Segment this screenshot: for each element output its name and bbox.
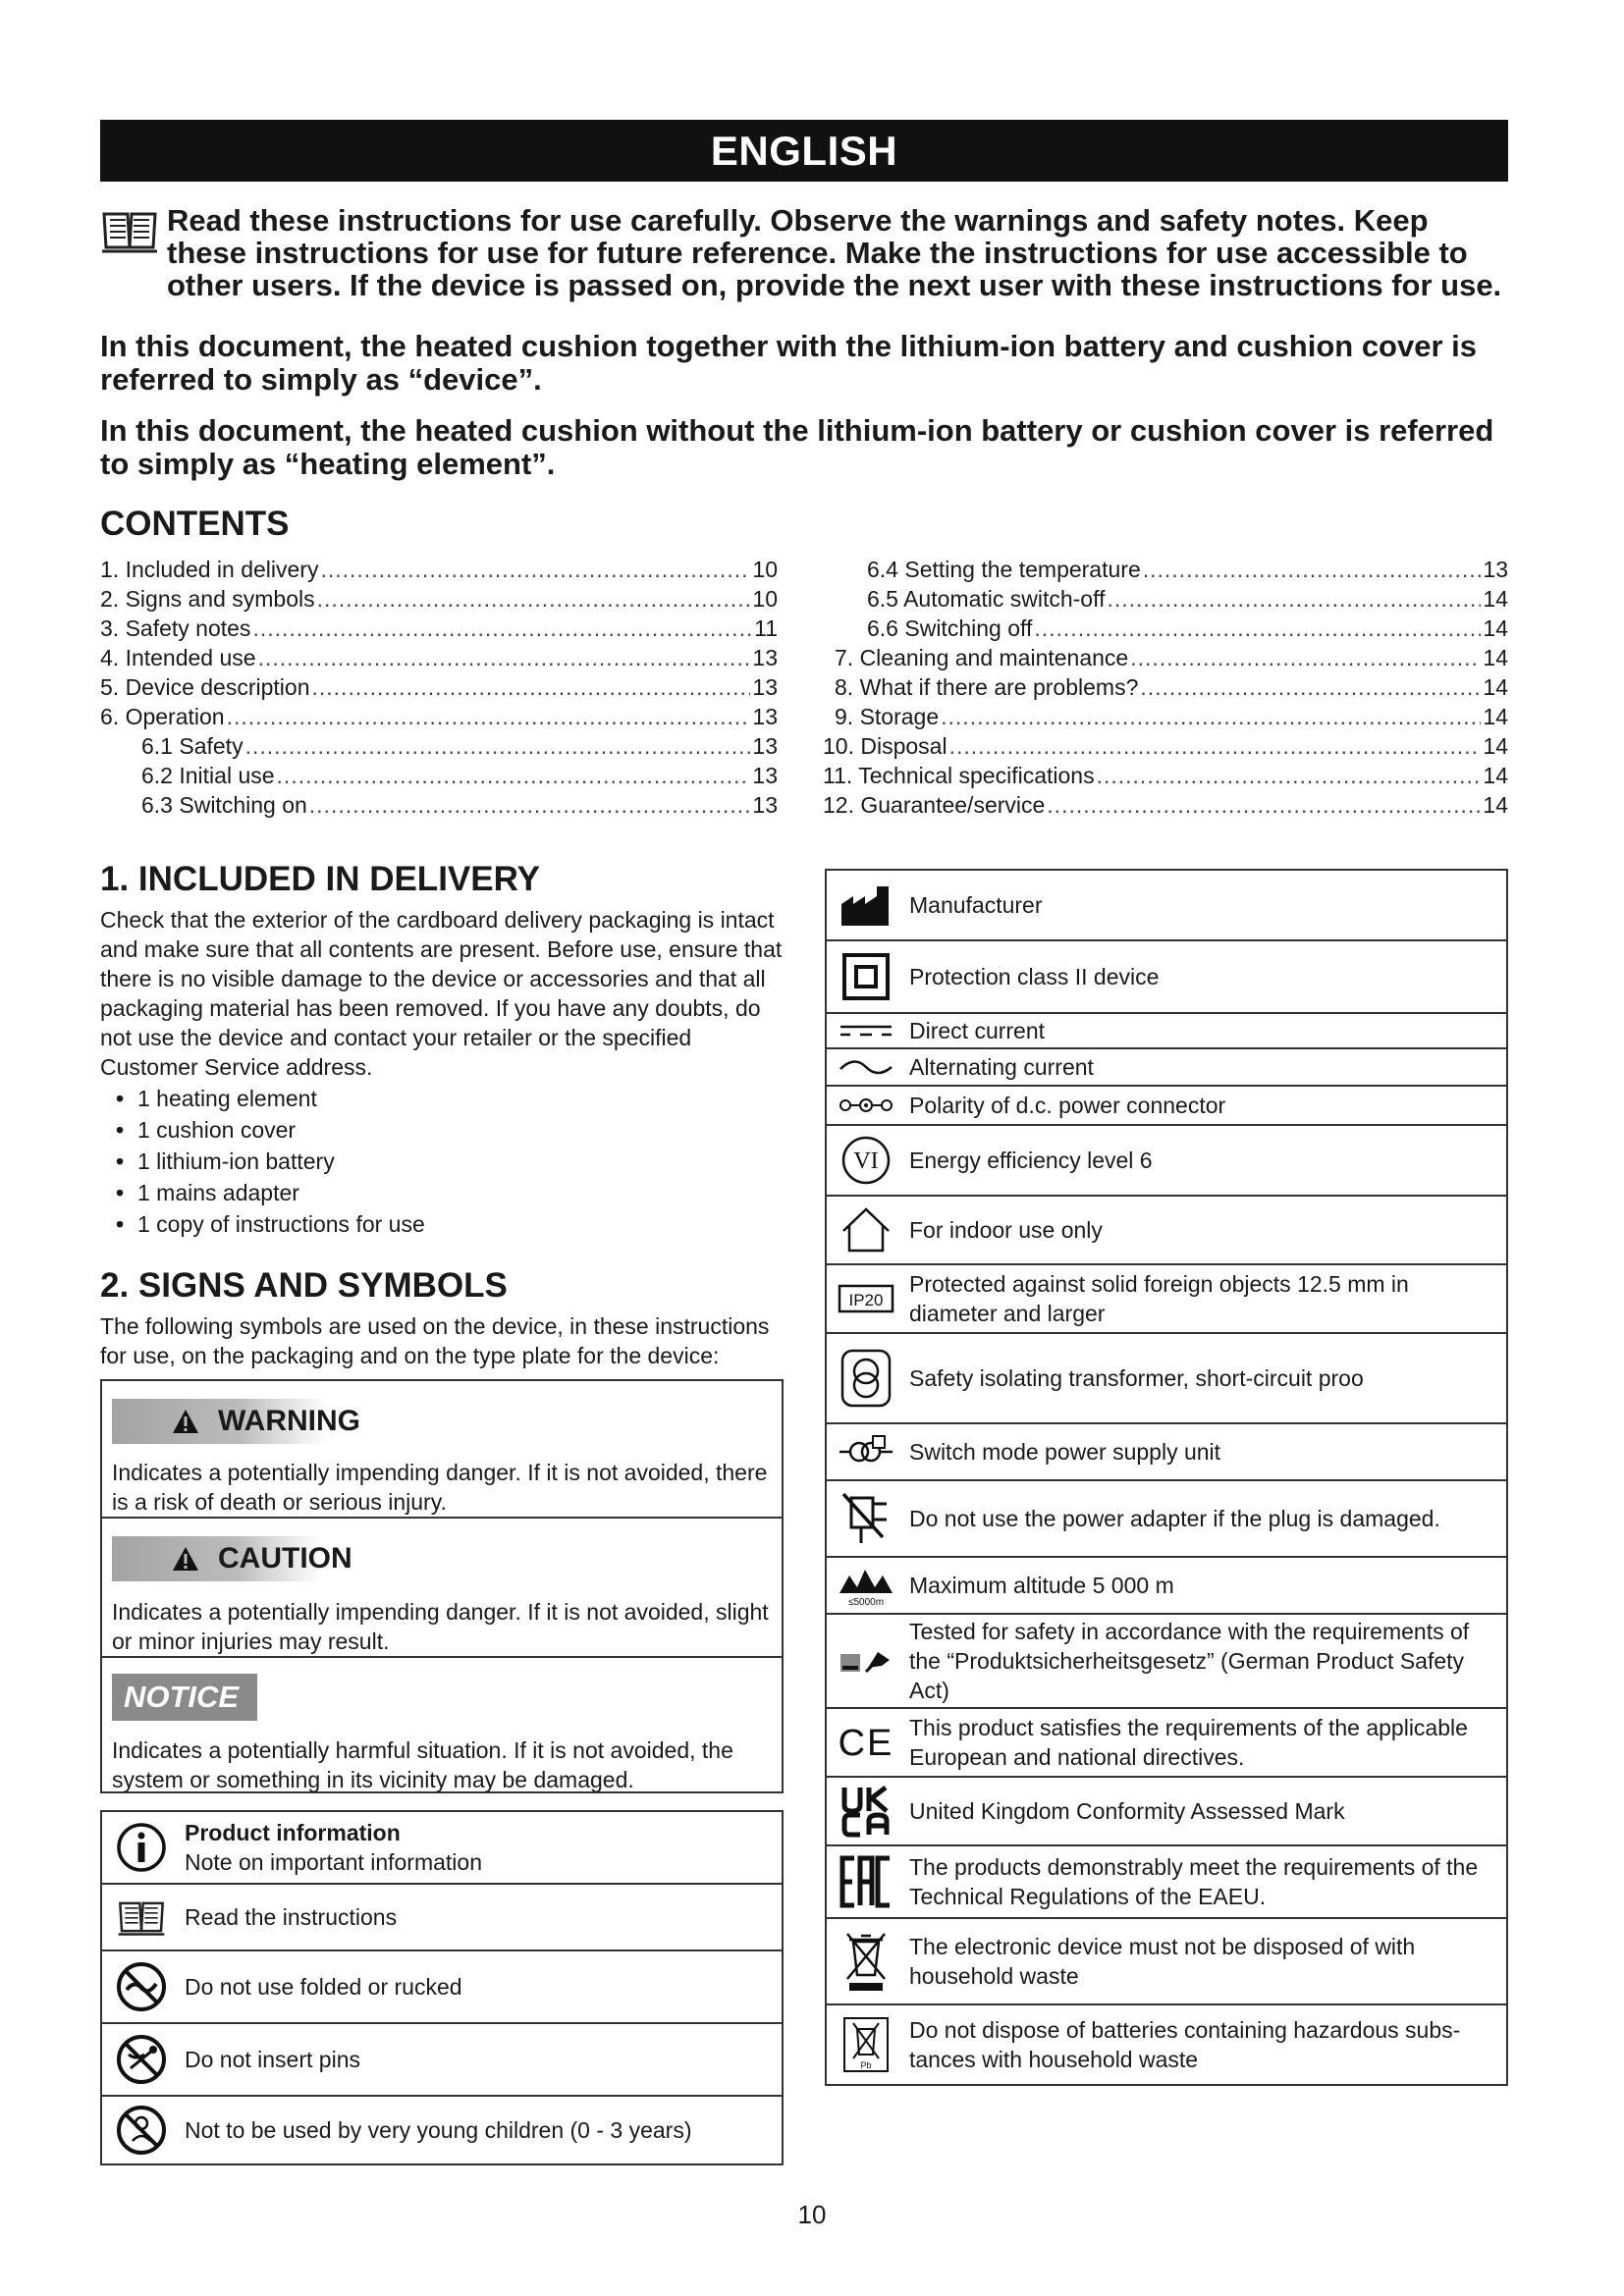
toc-entry[interactable]: 12. Guarantee/service ..... 14 — [823, 790, 1508, 820]
toc-entry[interactable]: 11. Technical specifications ..... 14 — [823, 761, 1508, 790]
no-pins-icon — [102, 2024, 181, 2095]
list-item: • 1 mains adapter — [116, 1177, 425, 1208]
symbol-row — [827, 1844, 1506, 1917]
toc-entry[interactable]: 1. Included in delivery ..... 10 — [100, 555, 778, 584]
notice-label: NOTICE — [112, 1674, 257, 1721]
symbol-label: This product satisfies the requirements of the applicable European and national directives. — [909, 1715, 1468, 1770]
no-fold-icon — [102, 1951, 181, 2022]
toc-entry[interactable]: 8. What if there are problems? ..... 14 — [823, 672, 1508, 702]
symbol-label: Direct current — [909, 1018, 1046, 1043]
class2-icon — [827, 941, 905, 1012]
toc-entry[interactable]: 5. Device description ..... 13 — [100, 672, 778, 702]
list-item: • 1 copy of instructions for use — [116, 1208, 425, 1240]
intro-heating-element-definition: In this document, the heated cushion without the lithium-ion battery or cushion cover is referred to simply as “heating element”. — [100, 413, 1494, 481]
warning-text: Indicates a potentially impending danger. If it is not avoided, there is a risk of death or serious injury. — [112, 1460, 768, 1515]
toc-entry[interactable]: 7. Cleaning and maintenance ..... 14 — [823, 643, 1508, 672]
altitude-icon — [827, 1558, 905, 1613]
dc-icon — [827, 1014, 905, 1047]
intro-instructions: Read these instructions for use carefully. Observe the warnings and safety notes. Keep these instructions for use for future reference. Make the instructions for use accessible to other users. If the device is passed on, provide the next user with these instructions for use. — [167, 203, 1502, 302]
symbol-row — [102, 1949, 782, 2022]
symbol-row — [827, 2003, 1506, 2084]
symbol-label: The products demonstrably meet the requirements of the Technical Regulations of the EAEU. — [909, 1854, 1479, 1909]
symbol-label: Safety isolating transformer, short-circuit proo — [909, 1365, 1364, 1391]
book-icon — [102, 1885, 181, 1949]
symbol-row — [827, 1707, 1506, 1776]
language-banner: ENGLISH — [100, 120, 1508, 182]
toc-entry[interactable]: 10. Disposal ..... 14 — [823, 731, 1508, 761]
symbol-label: Tested for safety in accordance with the requirements of the “Produktsicherheitsgesetz” (German Product Safety Act) — [909, 1619, 1470, 1703]
symbol-row — [827, 939, 1506, 1012]
toc-entry[interactable]: 6.5 Automatic switch-off ..... 14 — [823, 584, 1508, 614]
symbol-row — [827, 1263, 1506, 1332]
section-text-symbols: The following symbols are used on the device, in these instructions for use, on the packaging and on the type plate for the device: — [100, 1313, 770, 1368]
list-item: • 1 lithium-ion battery — [116, 1146, 425, 1177]
symbol-label: Do not use folded or rucked — [185, 1974, 462, 2000]
battery-bin-icon — [827, 2005, 905, 2084]
symbol-row — [102, 1883, 782, 1949]
eac-icon — [827, 1846, 905, 1917]
no-children-icon — [102, 2097, 181, 2163]
symbol-label: Product information Note on important information — [185, 1820, 482, 1875]
book-icon — [100, 208, 159, 253]
section-heading-included: 1. INCLUDED IN DELIVERY — [100, 860, 540, 898]
signal-words-box — [100, 1379, 784, 1793]
symbol-label: United Kingdom Conformity Assessed Mark — [909, 1798, 1345, 1824]
list-item: • 1 heating element — [116, 1083, 425, 1114]
transformer-icon — [827, 1334, 905, 1422]
symbol-label: Polarity of d.c. power connector — [909, 1093, 1226, 1118]
symbol-label: Read the instructions — [185, 1904, 398, 1930]
symbol-row — [827, 1047, 1506, 1085]
symbol-row — [827, 1422, 1506, 1479]
symbol-label: Switch mode power supply unit — [909, 1439, 1221, 1465]
toc-entry[interactable]: 6.1 Safety ..... 13 — [100, 731, 778, 761]
toc-entry[interactable]: 6. Operation ..... 13 — [100, 702, 778, 731]
symbol-label: The electronic device must not be disposed of with household waste — [909, 1934, 1416, 1989]
symbol-row — [102, 2095, 782, 2163]
warning-triangle-icon — [171, 1408, 200, 1435]
symbol-row — [827, 1613, 1506, 1707]
symbol-row — [102, 1812, 782, 1883]
contents-heading: CONTENTS — [100, 505, 290, 543]
ce-badge-text: CE — [839, 1723, 893, 1762]
toc-entry[interactable]: 6.4 Setting the temperature ..... 13 — [823, 555, 1508, 584]
symbol-row — [827, 1195, 1506, 1263]
symbol-row — [827, 1556, 1506, 1613]
ip20-badge-text: IP20 — [848, 1291, 884, 1309]
symbol-label: Protection class II device — [909, 964, 1160, 989]
symbol-label: Not to be used by very young children (0 - 3 years) — [185, 2117, 692, 2143]
caution-label: CAUTION — [112, 1536, 322, 1581]
intro-device-definition: In this document, the heated cushion together with the lithium-ion battery and cushion cover is referred to simply as “device”. — [100, 329, 1478, 397]
smps-icon — [827, 1424, 905, 1479]
svg-text:VI: VI — [853, 1148, 879, 1174]
list-item: • 1 cushion cover — [116, 1114, 425, 1146]
factory-icon — [827, 871, 905, 939]
symbol-row — [827, 1479, 1506, 1556]
symbol-label: Alternating current — [909, 1054, 1094, 1080]
notice-text: Indicates a potentially harmful situation. If it is not avoided, the system or something in its vicinity may be damaged. — [112, 1737, 733, 1792]
symbol-row — [827, 1012, 1506, 1047]
symbols-table-left — [100, 1810, 784, 2165]
toc-entry[interactable]: 3. Safety notes ..... 11 — [100, 614, 778, 643]
symbol-label: For indoor use only — [909, 1217, 1103, 1243]
toc-right-column — [823, 555, 1508, 820]
symbol-row — [827, 1124, 1506, 1195]
toc-entry[interactable]: 6.2 Initial use ..... 13 — [100, 761, 778, 790]
caution-text: Indicates a potentially impending danger. If it is not avoided, slight or minor injuries may result. — [112, 1599, 769, 1654]
symbol-label: Do not use the power adapter if the plug is damaged. — [909, 1506, 1440, 1531]
page-number: 10 — [797, 2200, 827, 2229]
info-icon — [102, 1812, 181, 1883]
ip20-icon — [827, 1265, 905, 1332]
symbol-row — [827, 1917, 1506, 2003]
symbols-table-right — [825, 869, 1508, 2086]
symbol-label: Maximum altitude 5 000 m — [909, 1573, 1174, 1598]
ukca-icon — [827, 1778, 905, 1844]
symbol-row — [827, 871, 1506, 939]
toc-entry[interactable]: 4. Intended use ..... 13 — [100, 643, 778, 672]
ac-icon — [827, 1049, 905, 1085]
symbol-row — [102, 2022, 782, 2095]
vi-icon — [827, 1126, 905, 1195]
weee-bin-icon — [827, 1919, 905, 2003]
symbol-row — [827, 1332, 1506, 1422]
altitude-badge-text: ≤5000m — [847, 1597, 885, 1607]
symbol-label: Manufacturer — [909, 892, 1043, 918]
damaged-plug-icon — [827, 1481, 905, 1556]
gs-icon — [827, 1615, 905, 1707]
polarity-icon — [827, 1087, 905, 1124]
symbol-label: Protected against solid foreign objects 12.5 mm in diameter and larger — [909, 1271, 1409, 1326]
toc-entry[interactable]: 2. Signs and symbols ..... 10 — [100, 584, 778, 614]
toc-entry[interactable]: 6.3 Switching on ..... 13 — [100, 790, 778, 820]
symbol-row — [827, 1085, 1506, 1124]
symbol-label: Energy efficiency level 6 — [909, 1148, 1153, 1173]
pb-badge-text: Pb — [860, 2060, 872, 2070]
symbol-label: Do not insert pins — [185, 2047, 360, 2072]
toc-entry[interactable]: 9. Storage ..... 14 — [823, 702, 1508, 731]
symbol-label: Do not dispose of batteries containing hazardous subs- tances with household waste — [909, 2017, 1461, 2072]
warning-label: WARNING — [112, 1399, 328, 1444]
caution-triangle-icon — [171, 1545, 200, 1573]
section-text-included: Check that the exterior of the cardboard delivery packaging is intact and make sure that all contents are present. Before use, ensure that there is no visible damage to the device or accessories and that all packaging material has been removed. If you have any doubts, do not use the device and contact your retailer or the specified Customer Service address. — [100, 907, 783, 1080]
section-heading-symbols: 2. SIGNS AND SYMBOLS — [100, 1266, 508, 1305]
toc-entry[interactable]: 6.6 Switching off ..... 14 — [823, 614, 1508, 643]
toc-left-column — [100, 555, 778, 820]
delivery-list — [116, 1083, 425, 1240]
indoor-icon — [827, 1197, 905, 1263]
symbol-row — [827, 1776, 1506, 1844]
ce-icon — [827, 1709, 905, 1776]
